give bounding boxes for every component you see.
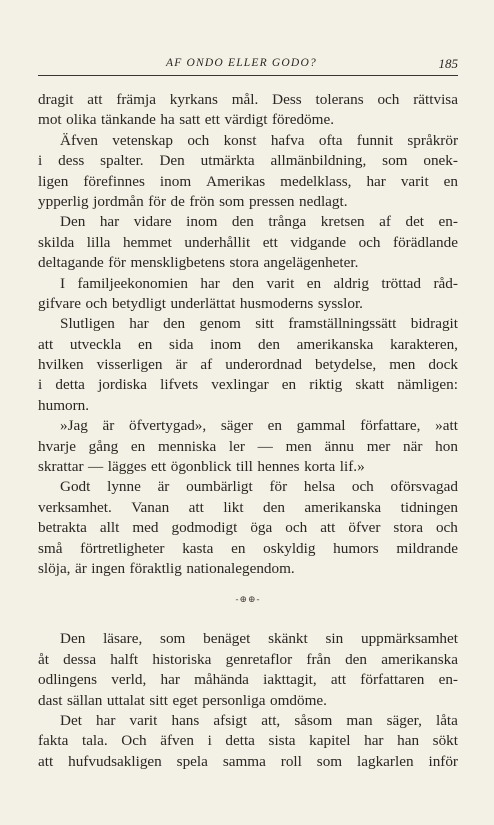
text-line: Slutligen har den genom sitt framställningssätt bidragit — [60, 315, 458, 333]
page-header — [38, 57, 458, 75]
text-line: verksamhet. Vanan att likt den amerikanska tidningen — [38, 498, 458, 516]
body-text — [38, 90, 458, 772]
text-line: Äfven vetenskap och konst hafva ofta funnit språkrör — [60, 131, 458, 149]
paragraph — [38, 416, 458, 477]
paragraph — [38, 314, 458, 416]
section-break-ornament: -⊕⊕- — [235, 594, 261, 605]
paragraph — [38, 629, 458, 711]
text-line: Det har varit hans afsigt att, såsom man säger, låta — [60, 711, 458, 729]
text-line: i dess spalter. Den utmärkta allmänbildning, som onek- — [38, 152, 458, 170]
paragraph — [38, 131, 458, 213]
text-line: i detta jordiska lifvets vexlingar en riktig skatt nämligen: — [38, 376, 458, 394]
text-line: skrattar — lägges ett ögonblick till hennes korta lif.» — [38, 458, 365, 476]
text-line: humorn. — [38, 396, 90, 414]
section-spacer — [38, 619, 458, 629]
text-line: dragit att främja kyrkans mål. Dess tolerans och rättvisa — [38, 91, 458, 108]
text-line: Den har vidare inom den trånga kretsen af det en- — [60, 213, 458, 231]
text-line: deltagande för menskligbetens stora angelägenheter. — [38, 254, 359, 272]
page-number: 185 — [438, 56, 458, 71]
text-line: hvilken visserligen är af underordnad betydelse, men dock — [38, 356, 458, 374]
text-line: slöja, är ingen föraktlig nationalegendom. — [38, 559, 295, 577]
text-line: dast sällan uttalat sitt eget personliga omdöme. — [38, 691, 327, 709]
paragraph — [38, 90, 458, 131]
text-line: åt dessa halft historiska genretaflor från den amerikanska — [38, 650, 458, 668]
text-line: hvarje gång en menniska ler — men ännu mer när hon — [38, 437, 458, 455]
text-line: fakta tala. Och äfven i detta sista kapitel har han sökt — [38, 732, 458, 750]
text-line: odlingens verld, har måhända iakttagit, att författaren en- — [38, 671, 458, 689]
paragraph — [38, 274, 458, 315]
text-line: att utveckla en sida inom den amerikanska karakteren, — [38, 335, 458, 353]
paragraph — [38, 477, 458, 579]
text-line: Godt lynne är oumbärligt för helsa och oförsvagad — [60, 478, 458, 496]
text-line: I familjeekonomien har den varit en aldrig tröttad råd- — [60, 274, 458, 292]
text-line: skilda lilla hemmet underhållit ett vidgande och förädlande — [38, 233, 458, 251]
text-line: Den läsare, som benäget skänkt sin uppmärksamhet — [60, 630, 458, 648]
text-line: gifvare och betydligt underlättat husmoderns sysslor. — [38, 294, 363, 312]
text-line: små förtretligheter kasta en oskyldig humors mildrande — [38, 539, 458, 557]
text-line: ligen förefinnes inom Amerikas medelklass, har varit en — [38, 172, 458, 190]
text-line: att hufvudsakligen spela samma roll som lagkarlen inför — [38, 752, 458, 770]
text-line: »Jag är öfvertygad», säger en gammal författare, »att — [60, 417, 458, 435]
running-title: AF ONDO ELLER GODO? — [166, 57, 317, 69]
paragraph — [38, 212, 458, 273]
header-rule — [38, 75, 458, 76]
text-line: betrakta allt med godmodigt öga och att öfver stora och — [38, 519, 458, 537]
paragraph — [38, 711, 458, 772]
text-line: ypperlig jordmån för de frön som pressen nedlagt. — [38, 192, 348, 210]
text-line: mot olika tänkande ha satt ett värdigt föredöme. — [38, 111, 334, 129]
